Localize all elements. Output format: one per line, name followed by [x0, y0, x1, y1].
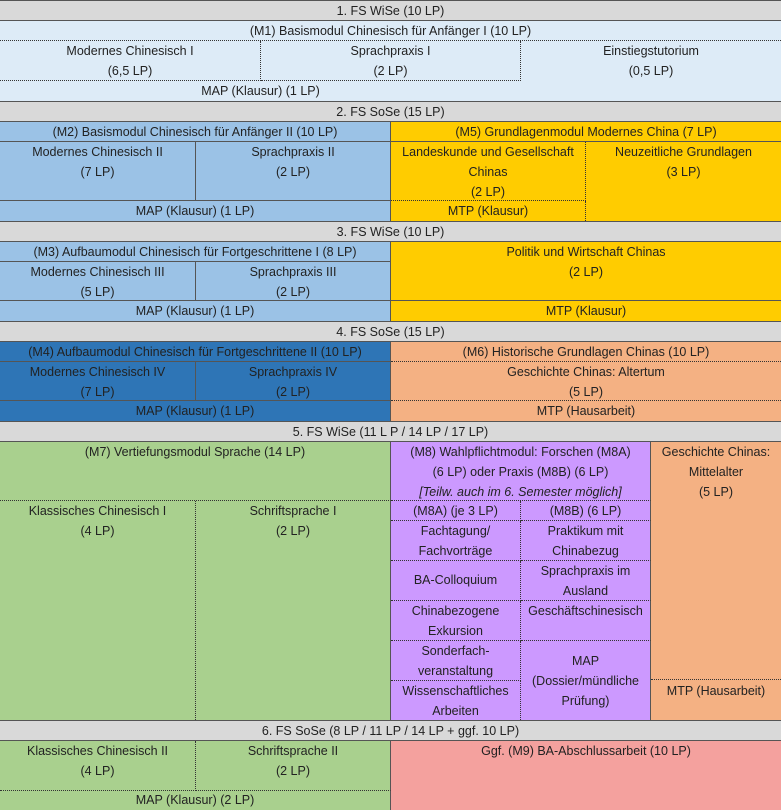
- exam-text: MTP (Hausarbeit): [536, 404, 636, 418]
- course-credits: (6,5 LP): [107, 64, 153, 78]
- course-title: Modernes Chinesisch III: [30, 265, 165, 279]
- course-schriftsprache-1: [196, 501, 391, 720]
- semester-6-header: [0, 720, 781, 741]
- m8a-header-text: (M8A) (je 3 LP): [413, 504, 498, 518]
- course-politik-wirtschaft: [391, 242, 781, 301]
- item-text: Sprachpraxis im: [540, 564, 631, 578]
- course-credits: (5 LP): [80, 285, 115, 299]
- course-title: Schriftsprache I: [249, 504, 337, 518]
- course-sprachpraxis-2: [196, 142, 391, 201]
- semester-5-header-text: 5. FS WiSe (11 L P / 14 LP / 17 LP): [292, 425, 489, 439]
- exam-m7: [0, 791, 391, 810]
- course-credits: (3 LP): [666, 165, 701, 179]
- exam-m2: [0, 201, 391, 221]
- course-geschichte-altertum: [391, 362, 781, 401]
- exam-text: MTP (Klausur): [545, 304, 627, 318]
- item-text: (Dossier/mündliche: [532, 674, 639, 688]
- module-m3-title-text: (M3) Aufbaumodul Chinesisch für Fortgeschrittene I (8 LP): [33, 245, 357, 259]
- course-title-cont: Chinas: [468, 165, 508, 179]
- course-title: Sprachpraxis IV: [248, 365, 338, 379]
- semester-1-header-text: 1. FS WiSe (10 LP): [336, 4, 445, 18]
- m8b-header-text: (M8B) (6 LP): [549, 504, 622, 518]
- exam-text: MAP (Klausur) (1 LP): [201, 84, 320, 98]
- module-m4-title-text: (M4) Aufbaumodul Chinesisch für Fortgeschrittene II (10 LP): [28, 345, 362, 359]
- course-credits: (2 LP): [275, 764, 311, 778]
- module-m8-note: [Teilw. auch im 6. Semester möglich]: [419, 485, 622, 499]
- course-title: Klassisches Chinesisch II: [26, 744, 169, 758]
- course-credits: (2 LP): [275, 165, 311, 179]
- module-m2-title: [0, 122, 391, 142]
- item-text: veranstaltung: [417, 664, 494, 678]
- item-text: BA-Colloquium: [413, 573, 498, 587]
- exam-text: MAP (Klausur) (1 LP): [135, 404, 255, 418]
- semester-3-header-text: 3. FS WiSe (10 LP): [336, 225, 445, 239]
- item-text: Praktikum mit: [547, 524, 624, 538]
- m8a-item-fachtagung: [391, 521, 521, 561]
- course-title: Modernes Chinesisch II: [32, 145, 163, 159]
- course-credits: (5 LP): [568, 385, 604, 399]
- exam-m3: [0, 301, 391, 321]
- course-credits: (4 LP): [80, 524, 115, 538]
- module-m1-title: [0, 21, 781, 41]
- course-credits: (5 LP): [698, 485, 734, 499]
- exam-text: MTP (Klausur): [447, 204, 529, 218]
- item-text: Sonderfach-: [421, 644, 490, 658]
- exam-mittelalter: [651, 680, 781, 720]
- semester-4-header: [0, 321, 781, 342]
- item-text: Exkursion: [428, 624, 483, 638]
- m8a-item-sonderfach: [391, 641, 521, 681]
- course-sprachpraxis-3: [196, 262, 391, 301]
- course-modernes-chinesisch-1: [0, 41, 261, 81]
- course-klassisches-chinesisch-2: [0, 741, 196, 791]
- course-credits: (2 LP): [275, 285, 311, 299]
- course-sprachpraxis-1: [261, 41, 521, 81]
- course-klassisches-chinesisch-1: [0, 501, 196, 720]
- semester-4-header-text: 4. FS SoSe (15 LP): [336, 325, 445, 339]
- exam-politik: [391, 301, 781, 321]
- module-m7-title: [0, 442, 391, 501]
- m8a-item-exkursion: [391, 601, 521, 641]
- m8a-header: [391, 501, 521, 521]
- course-title: Landeskunde und Gesellschaft: [402, 145, 574, 159]
- course-title: Modernes Chinesisch I: [66, 44, 194, 58]
- semester-5-header: [0, 421, 781, 442]
- item-text: Ausland: [562, 584, 609, 598]
- semester-2-header-text: 2. FS SoSe (15 LP): [336, 105, 445, 119]
- exam-m5: [391, 201, 586, 221]
- course-title: Sprachpraxis II: [251, 145, 335, 159]
- course-title-cont: Mittelalter: [688, 465, 744, 479]
- exam-m1: [0, 81, 521, 101]
- module-m7-title-text: (M7) Vertiefungsmodul Sprache (14 LP): [84, 445, 306, 459]
- item-text: MAP: [571, 654, 600, 668]
- thesis-text: Ggf. (M9) BA-Abschlussarbeit (10 LP): [481, 744, 691, 758]
- item-text: Wissenschaftliches: [402, 684, 509, 698]
- thesis-m9: [391, 741, 781, 810]
- course-credits: (7 LP): [80, 385, 115, 399]
- m8b-header: [521, 501, 651, 521]
- m8b-item-sprachpraxis-ausland: [521, 561, 651, 601]
- exam-text: MTP (Hausarbeit): [666, 684, 766, 698]
- module-m8-title: [391, 442, 651, 501]
- module-m6-title: [391, 342, 781, 362]
- semester-6-header-text: 6. FS SoSe (8 LP / 11 LP / 14 LP + ggf. 10 LP): [261, 724, 520, 738]
- module-m5-title: [391, 122, 781, 142]
- course-title: Schriftsprache II: [247, 744, 339, 758]
- module-m1-title-text: (M1) Basismodul Chinesisch für Anfänger I (10 LP): [249, 24, 532, 38]
- m8b-item-geschaeftschinesisch: [521, 601, 651, 641]
- exam-text: MAP (Klausur) (2 LP): [135, 793, 255, 807]
- course-einstiegstutorium: [521, 41, 781, 101]
- course-title: Sprachpraxis III: [249, 265, 337, 279]
- course-credits: (2 LP): [275, 524, 311, 538]
- course-credits: (0,5 LP): [628, 64, 674, 78]
- item-text: Arbeiten: [432, 704, 479, 718]
- module-m5-title-text: (M5) Grundlagenmodul Modernes China (7 LP): [455, 125, 717, 139]
- m8a-item-arbeiten: [391, 681, 521, 720]
- course-modernes-chinesisch-4: [0, 362, 196, 401]
- item-text: Fachvorträge: [418, 544, 493, 558]
- module-m6-title-text: (M6) Historische Grundlagen Chinas (10 LP): [462, 345, 710, 359]
- item-text: Geschäftschinesisch: [528, 604, 643, 618]
- course-title: Neuzeitliche Grundlagen: [615, 145, 752, 159]
- course-modernes-chinesisch-2: [0, 142, 196, 201]
- exam-m6: [391, 401, 781, 421]
- semester-2-header: [0, 101, 781, 122]
- course-credits: (4 LP): [80, 764, 115, 778]
- semester-1-header: [0, 0, 781, 21]
- item-text: Fachtagung/: [420, 524, 491, 538]
- module-m2-title-text: (M2) Basismodul Chinesisch für Anfänger II (10 LP): [52, 125, 338, 139]
- module-m4-title: [0, 342, 391, 362]
- course-title: Geschichte Chinas: Altertum: [507, 365, 665, 379]
- course-credits: (2 LP): [373, 64, 408, 78]
- exam-text: MAP (Klausur) (1 LP): [135, 304, 255, 318]
- course-neuzeitliche-grundlagen: [586, 142, 781, 221]
- m8a-item-colloquium: [391, 561, 521, 601]
- course-credits: (7 LP): [80, 165, 115, 179]
- course-landeskunde: [391, 142, 586, 201]
- course-geschichte-mittelalter: [651, 442, 781, 680]
- module-m8-line: (6 LP) oder Praxis (M8B) (6 LP): [432, 465, 609, 479]
- course-title: Modernes Chinesisch IV: [29, 365, 166, 379]
- course-schriftsprache-2: [196, 741, 391, 791]
- course-title: Sprachpraxis I: [350, 44, 431, 58]
- item-text: Prüfung): [561, 694, 610, 708]
- course-credits: (2 LP): [568, 265, 604, 279]
- item-text: Chinabezug: [552, 544, 619, 558]
- course-title: Geschichte Chinas:: [661, 445, 771, 459]
- course-modernes-chinesisch-3: [0, 262, 196, 301]
- exam-text: MAP (Klausur) (1 LP): [135, 204, 255, 218]
- semester-3-header: [0, 221, 781, 242]
- course-credits: (2 LP): [275, 385, 311, 399]
- module-m8-line: (M8) Wahlpflichtmodul: Forschen (M8A): [410, 445, 631, 459]
- course-credits: (2 LP): [470, 185, 506, 199]
- course-title: Einstiegstutorium: [603, 44, 699, 58]
- course-title: Klassisches Chinesisch I: [28, 504, 167, 518]
- item-text: Chinabezogene: [411, 604, 500, 618]
- course-title: Politik und Wirtschaft Chinas: [506, 245, 666, 259]
- module-m3-title: [0, 242, 391, 262]
- m8b-exam: [521, 641, 651, 720]
- exam-m4: [0, 401, 391, 421]
- m8b-item-praktikum: [521, 521, 651, 561]
- course-sprachpraxis-4: [196, 362, 391, 401]
